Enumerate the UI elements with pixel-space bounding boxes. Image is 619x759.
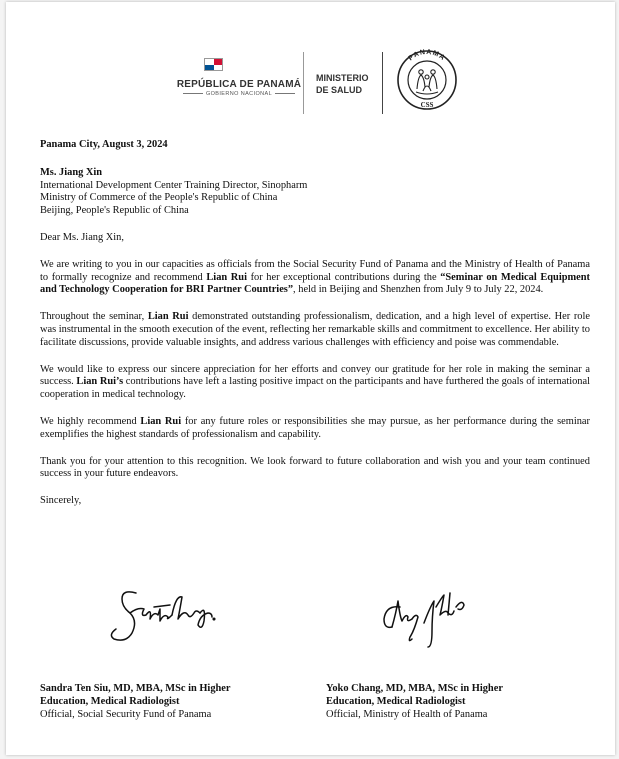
seal-top-text: PANAMA xyxy=(407,48,447,63)
ministry-line2: DE SALUD xyxy=(316,85,363,95)
p3-text-c: contributions have left a lasting positive impact on the participants and have furthered the goals of international cooperation in medical technology. xyxy=(40,376,591,401)
letter-page xyxy=(6,2,615,755)
recipient-name: Ms. Jiang Xin xyxy=(40,166,103,178)
recipient-line1: International Development Center Training Director, Sinopharm xyxy=(40,179,308,191)
letter-body xyxy=(40,139,590,508)
paragraph-1 xyxy=(40,259,590,297)
p1-text-e: , held in Beijing and Shenzhen from July 9 to July 22, 2024. xyxy=(293,284,544,296)
signatory-1-name-line2: Education, Medical Radiologist xyxy=(40,695,180,707)
p2-text-a: Throughout the seminar, xyxy=(40,311,148,323)
paragraph-5: Thank you for your attention to this recognition. We look forward to future collaboration and wish you and your team continued success in your future endeavors. xyxy=(40,455,590,480)
paragraph-4 xyxy=(40,416,590,442)
p3-name: Lian Rui’s xyxy=(76,376,124,388)
p1-text-a: We are writing to you in our capacities as officials from the Social Security Fund of Panama and the Ministry of Health of Panama to formally recognize and recommend xyxy=(40,258,590,283)
signatory-1-block xyxy=(40,683,300,721)
p2-name: Lian Rui xyxy=(147,311,189,323)
letterhead-divider xyxy=(303,52,304,114)
signatory-2-name-line1: Yoko Chang, MD, MBA, MSc in Higher xyxy=(326,683,503,694)
ministry-label xyxy=(316,72,386,96)
ministry-line1: MINISTERIO xyxy=(316,73,369,83)
paragraph-2 xyxy=(40,311,590,349)
panama-flag-icon xyxy=(204,58,223,71)
signatory-1-name-line1: Sandra Ten Siu, MD, MBA, MSc in Higher xyxy=(40,683,231,694)
p2-text-c: demonstrated outstanding professionalism, dedication, and a high level of expertise. Her role was instrumental in the smooth execution of the event, reflecting her remarkable skills and commitment to excellence. Her ability to facilitate discussions, provide valuable insights, and address various challenges with efficiency and poise was commendable. xyxy=(40,311,591,348)
closing: Sincerely, xyxy=(40,495,82,507)
p4-text-c: for any future roles or responsibilities she may pursue, as her performance during the seminar exemplifies the highest standards of professionalism and capability. xyxy=(40,415,591,440)
p4-text-a: We highly recommend xyxy=(40,415,141,427)
signatory-2-name-line2: Education, Medical Radiologist xyxy=(326,695,466,707)
css-seal-logo xyxy=(396,47,458,113)
signatory-1-title: Official, Social Security Fund of Panama xyxy=(40,708,212,720)
government-label: GOBIERNO NACIONAL xyxy=(174,91,304,97)
svg-text:PANAMA xyxy=(407,49,446,62)
p3-text-a: We would like to express our sincere appreciation for her efforts and convey our gratitude for her role in making the seminar a success. xyxy=(40,363,590,388)
letter-date: Panama City, August 3, 2024 xyxy=(40,139,168,150)
recipient-line2: Ministry of Commerce of the People's Republic of China xyxy=(40,192,278,204)
recipient-line3: Beijing, People's Republic of China xyxy=(40,205,189,217)
p1-name: Lian Rui xyxy=(206,271,247,283)
p1-seminar-title: “Seminar on Medical Equipment and Technology Cooperation for BRI Partner Countries” xyxy=(40,271,590,296)
signatory-2-block xyxy=(326,683,586,721)
letterhead xyxy=(156,32,476,127)
signature-yoko-chang xyxy=(378,587,474,651)
signatory-2-title: Official, Ministry of Health of Panama xyxy=(326,708,488,720)
letterhead-divider-2 xyxy=(382,52,383,114)
paragraph-3 xyxy=(40,364,590,402)
p1-text-c: for her exceptional contributions during the xyxy=(246,271,441,283)
recipient-block xyxy=(40,167,590,218)
signature-sandra-ten-siu xyxy=(108,585,220,647)
salutation: Dear Ms. Jiang Xin, xyxy=(40,231,124,243)
country-name: REPÚBLICA DE PANAMÁ xyxy=(176,79,302,90)
seal-bottom-text: CSS xyxy=(420,101,434,109)
p4-name: Lian Rui xyxy=(140,415,182,427)
